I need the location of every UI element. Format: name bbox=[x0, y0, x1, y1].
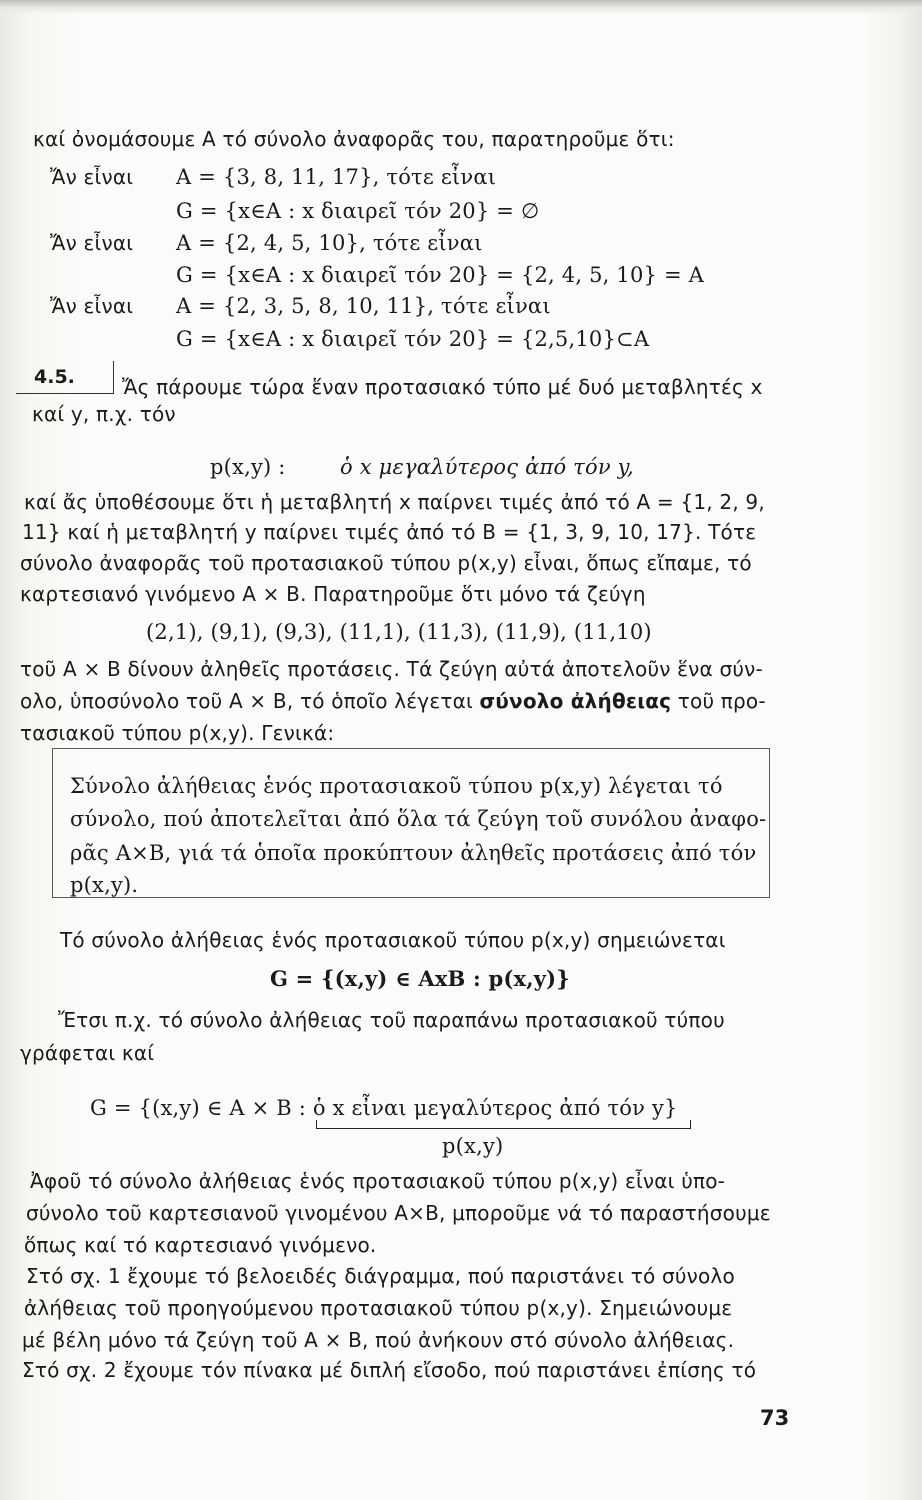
paragraph-line: 11} καί ἡ μεταβλητή y παίρνει τιμές ἀπό τό B = {1, 3, 9, 10, 17}. Τότε bbox=[22, 520, 757, 544]
example-formula: G = {(x,y) ∈ A × B : ὁ x εἶναι μεγαλύτερος ἀπό τόν y} bbox=[90, 1096, 678, 1120]
underbrace-label: p(x,y) bbox=[442, 1134, 504, 1158]
section-text: καί y, π.χ. τόν bbox=[32, 402, 176, 426]
truth-set-formula: G = {(x,y) ∈ AxB : p(x,y)} bbox=[270, 966, 570, 991]
paragraph-line: καρτεσιανό γινόμενο A × B. Παρατηροῦμε ὅτι μόνο τά ζεύγη bbox=[20, 582, 646, 606]
case-set: A = {2, 4, 5, 10}, τότε εἶναι bbox=[176, 231, 483, 255]
paragraph-line: Ἔτσι π.χ. τό σύνολο ἀλήθειας τοῦ παραπάνω προτασιακοῦ τύπου bbox=[58, 1008, 725, 1032]
page-number: 73 bbox=[760, 1406, 790, 1430]
case-set: A = {2, 3, 5, 8, 10, 11}, τότε εἶναι bbox=[176, 294, 551, 318]
formula-right: ὁ x μεγαλύτερος ἀπό τόν y, bbox=[340, 455, 634, 479]
definition-line: Σύνολο ἀλήθειας ἑνός προτασιακοῦ τύπου p(x,y) λέγεται τό bbox=[70, 774, 723, 798]
definition-line: σύνολο, πού ἀποτελεῖται ἀπό ὅλα τά ζεύγη τοῦ συνόλου ἀναφο- bbox=[70, 807, 767, 831]
paragraph-line: σύνολο τοῦ καρτεσιανοῦ γινομένου A×B, μποροῦμε νά τό παραστήσουμε bbox=[26, 1201, 771, 1225]
case-label: Ἄν εἶναι bbox=[50, 294, 134, 318]
paragraph-line: καί ἄς ὑποθέσουμε ὅτι ἡ μεταβλητή x παίρνει τιμές ἀπό τό A = {1, 2, 9, bbox=[24, 490, 765, 514]
paragraph-text: τοῦ προ- bbox=[671, 689, 766, 713]
definition-line: ρᾶς A×B, γιά τά ὁποῖα προκύπτουν ἀληθεῖς προτάσεις ἀπό τόν bbox=[70, 841, 757, 865]
paragraph-line: Στό σχ. 2 ἔχουμε τόν πίνακα μέ διπλή εἴσοδο, πού παριστάνει ἐπίσης τό bbox=[22, 1358, 757, 1382]
paragraph-line: Ἀφοῦ τό σύνολο ἀλήθειας ἑνός προτασιακοῦ τύπου p(x,y) εἶναι ὑπο- bbox=[30, 1169, 726, 1193]
paragraph-line: Στό σχ. 1 ἔχουμε τό βελοειδές διάγραμμα, πού παριστάνει τό σύνολο bbox=[26, 1264, 735, 1288]
paragraph-line: σύνολο ἀναφορᾶς τοῦ προτασιακοῦ τύπου p(x,y) εἶναι, ὅπως εἴπαμε, τό bbox=[20, 551, 752, 575]
paragraph-line: ὅπως καί τό καρτεσιανό γινόμενο. bbox=[24, 1233, 377, 1257]
paragraph-line: μέ βέλη μόνο τά ζεύγη τοῦ A × B, πού ἀνήκουν στό σύνολο ἀλήθειας. bbox=[22, 1328, 735, 1352]
intro-line: καί ὀνομάσουμε Α τό σύνολο ἀναφορᾶς του, παρατηροῦμε ὅτι: bbox=[33, 127, 675, 151]
paragraph-line: τασιακοῦ τύπου p(x,y). Γενικά: bbox=[20, 721, 335, 745]
paragraph-line: τοῦ A × B δίνουν ἀληθεῖς προτάσεις. Τά ζεύγη αὐτά ἀποτελοῦν ἕνα σύν- bbox=[20, 657, 763, 681]
case-label: Ἄν εἶναι bbox=[50, 231, 134, 255]
paragraph-text: ολο, ὑποσύνολο τοῦ A × B, τό ὁποῖο λέγεται bbox=[20, 689, 480, 713]
paragraph-line: Τό σύνολο ἀλήθειας ἑνός προτασιακοῦ τύπου p(x,y) σημειώνεται bbox=[60, 928, 726, 952]
section-text: Ἄς πάρουμε τώρα ἕναν προτασιακό τύπο μέ δυό μεταβλητές x bbox=[122, 375, 763, 399]
formula-left: p(x,y) : bbox=[210, 455, 286, 479]
underbrace bbox=[316, 1120, 691, 1129]
pairs-list: (2,1), (9,1), (9,3), (11,1), (11,3), (11,9), (11,10) bbox=[146, 620, 652, 644]
definition-line: p(x,y). bbox=[70, 873, 139, 897]
page-top-edge bbox=[0, 0, 922, 14]
section-number: 4.5. bbox=[34, 366, 75, 388]
case-result: G = {x∈A : x διαιρεῖ τόν 20} = {2, 4, 5, 10} = A bbox=[176, 263, 705, 287]
case-label: Ἄν εἶναι bbox=[50, 165, 134, 189]
paragraph-line: γράφεται καί bbox=[20, 1041, 155, 1065]
bold-term: σύνολο ἀλήθειας bbox=[479, 689, 672, 713]
paragraph-line bbox=[20, 688, 766, 714]
case-result: G = {x∈A : x διαιρεῖ τόν 20} = ∅ bbox=[176, 199, 540, 223]
case-result: G = {x∈A : x διαιρεῖ τόν 20} = {2,5,10}⊂A bbox=[176, 327, 650, 351]
paragraph-line: ἀλήθειας τοῦ προηγούμενου προτασιακοῦ τύπου p(x,y). Σημειώνουμε bbox=[24, 1296, 733, 1320]
case-set: A = {3, 8, 11, 17}, τότε εἶναι bbox=[176, 165, 497, 189]
